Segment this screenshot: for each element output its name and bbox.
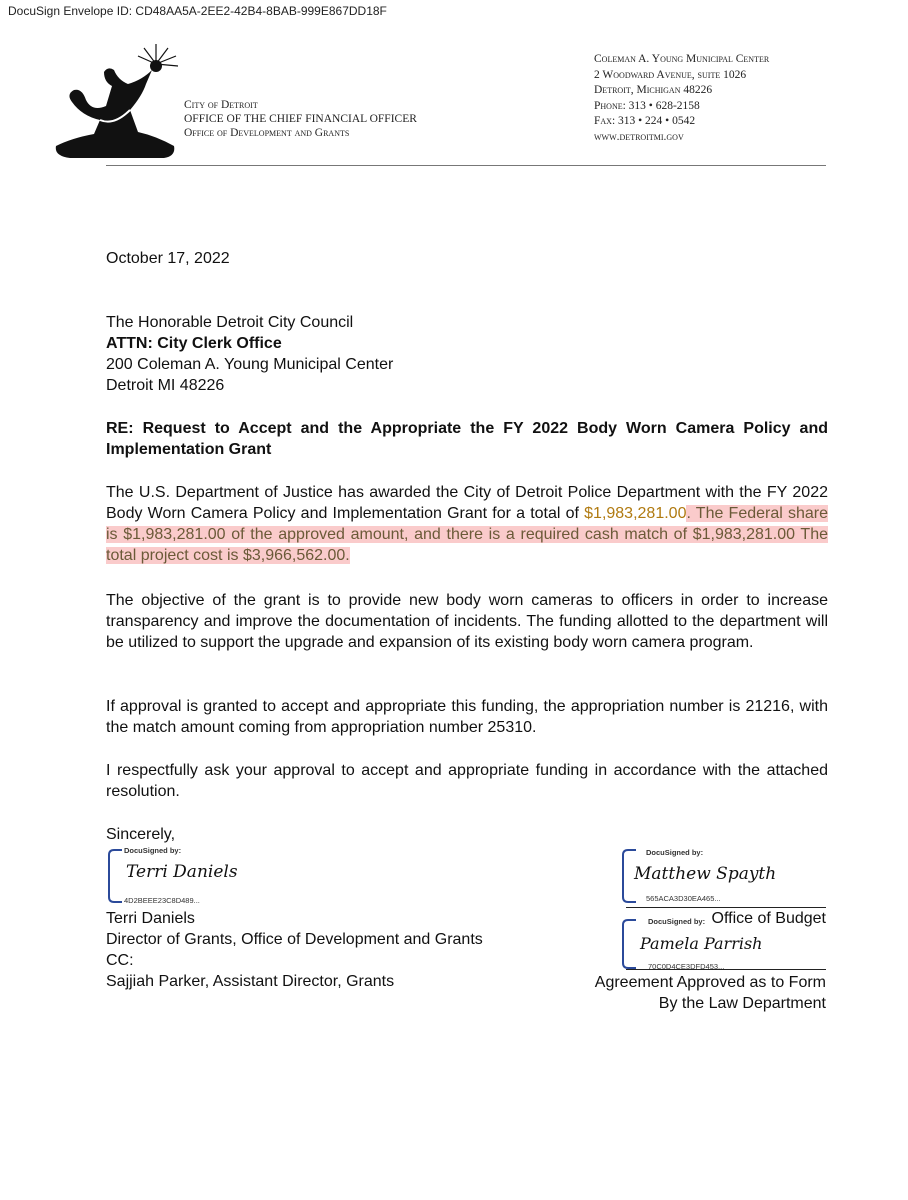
law-approval-block xyxy=(595,972,826,1014)
address-line: Coleman A. Young Municipal Center xyxy=(594,53,770,65)
award-amount: $1,983,281.00 xyxy=(584,505,687,522)
spirit-of-detroit-logo xyxy=(52,40,182,162)
address-block xyxy=(594,52,769,145)
address-line: Fax: 313 • 224 • 0542 xyxy=(594,115,696,127)
address-line: 2 Woodward Avenue, suite 1026 xyxy=(594,68,747,81)
address-line: Detroit, Michigan 48226 xyxy=(594,84,713,96)
recipient-block xyxy=(106,312,828,396)
recipient-line: Detroit MI 48226 xyxy=(106,377,225,394)
docusigned-label: DocuSigned by: xyxy=(648,917,706,926)
docusigned-label: DocuSigned by: xyxy=(124,846,182,855)
paragraph-appropriation: If approval is granted to accept and appropriate this funding, the appropriation number is 21216, with the match amount coming from appropriation number 25310. xyxy=(106,698,828,736)
docusign-signature-budget xyxy=(620,846,800,906)
paragraph-award xyxy=(106,482,828,566)
address-line: Phone: 313 • 628-2158 xyxy=(594,99,700,112)
org-line: Office of Development and Grants xyxy=(184,127,350,139)
award-text: The U.S. Department of Justice has awarded the City of Detroit Police Department with the FY 2022 Body Worn Camera Policy and Implementation Grant for a total of xyxy=(106,484,828,522)
subject-line: RE: Request to Accept and the Appropriate the FY 2022 Body Worn Camera Policy and Implementation Grant xyxy=(106,420,828,458)
docusigned-label: DocuSigned by: xyxy=(646,848,704,857)
sender-title: Director of Grants, Office of Development and Grants xyxy=(106,931,483,948)
signature-line-law xyxy=(626,969,826,970)
highlighted-text: . The Federal share is $1,983,281.00 of the approved amount, and there is a required cash match of $1,983,281.00 The total project cost is $3,966,562.00. xyxy=(106,505,828,564)
org-line: OFFICE OF THE CHIEF FINANCIAL OFFICER xyxy=(184,113,417,125)
website-link[interactable]: www.detroitmi.gov xyxy=(594,130,684,143)
docusign-signature-law xyxy=(620,912,800,972)
paragraph-request: I respectfully ask your approval to accept and appropriate funding in accordance with the attached resolution. xyxy=(106,762,828,800)
header-divider xyxy=(106,165,826,166)
signature-script: Terri Daniels xyxy=(126,862,238,882)
org-block xyxy=(184,98,417,140)
envelope-id: DocuSign Envelope ID: CD48AA5A-2EE2-42B4-8BAB-999E867DD18F xyxy=(8,4,387,18)
signature-hash: 70C0D4CE3DFD453... xyxy=(648,962,725,971)
closing: Sincerely, xyxy=(106,826,176,843)
cc-label: CC: xyxy=(106,952,134,969)
cc-name: Sajjiah Parker, Assistant Director, Grants xyxy=(106,973,395,990)
paragraph-objective: The objective of the grant is to provide new body worn cameras to officers in order to increase transparency and improve the documentation of incidents. The funding allotted to the department will be utilized to support the upgrade and expansion of its existing body worn camera program. xyxy=(106,592,828,651)
office-of-budget: Office of Budget xyxy=(711,910,826,927)
law-approval-line: Agreement Approved as to Form xyxy=(594,974,826,991)
signature-script: Matthew Spayth xyxy=(634,864,777,884)
org-line: City of Detroit xyxy=(184,99,258,111)
law-department-line: By the Law Department xyxy=(658,995,826,1012)
signature-script: Pamela Parrish xyxy=(640,934,763,953)
signature-bracket-icon xyxy=(106,846,126,906)
recipient-line: 200 Coleman A. Young Municipal Center xyxy=(106,356,394,373)
recipient-attn: ATTN: City Clerk Office xyxy=(106,335,282,352)
letter-date: October 17, 2022 xyxy=(106,250,230,267)
recipient-line: The Honorable Detroit City Council xyxy=(106,314,354,331)
docusign-signature-left xyxy=(106,846,266,906)
signature-bracket-icon xyxy=(620,916,640,972)
signature-hash: 565ACA3D30EA465... xyxy=(646,894,721,903)
sender-name: Terri Daniels xyxy=(106,910,195,927)
signature-hash: 4D2BEEE23C8D489... xyxy=(124,896,200,905)
